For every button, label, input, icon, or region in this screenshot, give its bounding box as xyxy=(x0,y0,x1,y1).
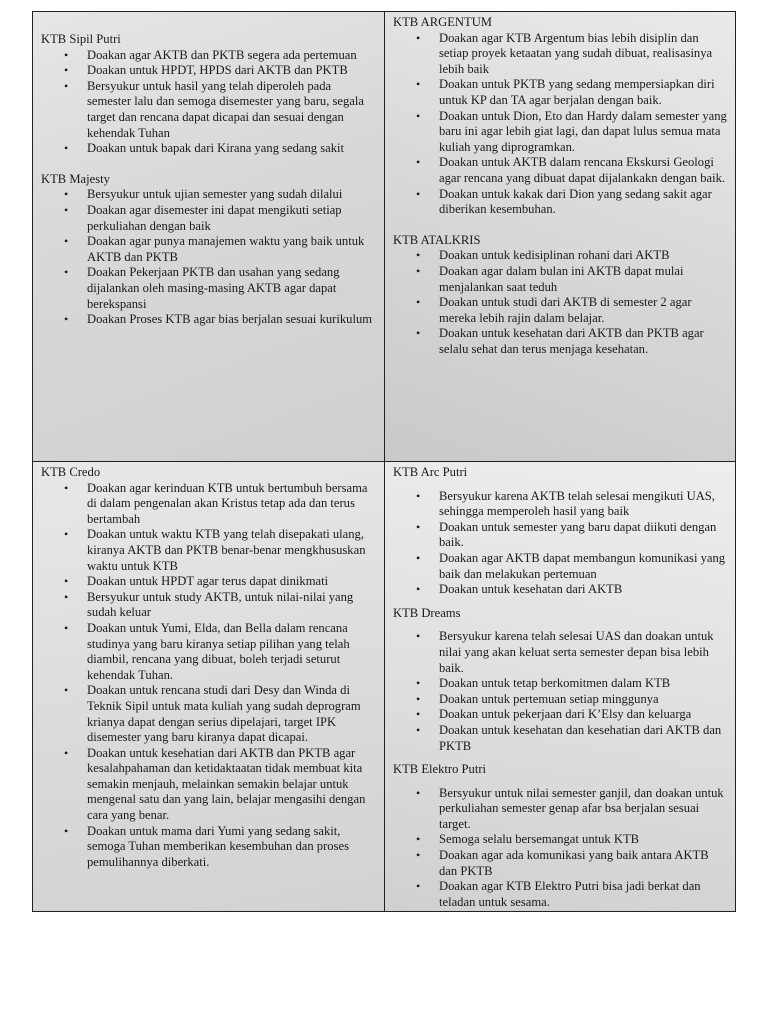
list-item: • Doakan untuk Yumi, Elda, dan Bella dalam rencana studinya yang baru kiranya setiap pilihan yang telah diambil, rencana yang dibuat, boleh terjadi seturut kehendak Tuhan. xyxy=(87,621,378,683)
cell-argentum-atalkris xyxy=(385,12,735,462)
prayer-list xyxy=(393,31,729,218)
list-item: • Doakan untuk bapak dari Kirana yang sedang sakit xyxy=(87,141,378,157)
list-item: • Doakan untuk tetap berkomitmen dalam KTB xyxy=(439,676,729,692)
section-title: KTB Credo xyxy=(41,465,101,479)
section-majesty xyxy=(41,172,378,328)
list-item: • Doakan agar dalam bulan ini AKTB dapat mulai menjalankan saat teduh xyxy=(439,264,729,295)
list-item: • Doakan agar kerinduan KTB untuk bertumbuh bersama di dalam pengenalan akan Kristus tetap ada dan terus bertambah xyxy=(87,481,378,528)
list-item: • Doakan untuk HPDT, HPDS dari AKTB dan PKTB xyxy=(87,63,378,79)
cell-arc-dreams-elektro xyxy=(385,462,735,911)
list-item: • Bersyukur untuk hasil yang telah diperoleh pada semester lalu dan semoga disemester yang baru, segala target dan rencana dapat dicapai dan sesuai dengan kehendak Tuhan xyxy=(87,79,378,141)
list-item: • Doakan untuk kakak dari Dion yang sedang sakit agar diberikan kesembuhan. xyxy=(439,187,729,218)
list-item: • Doakan untuk AKTB dalam rencana Ekskursi Geologi agar rencana yang dibuat dapat dijalankakn dengan baik. xyxy=(439,155,729,186)
prayer-list xyxy=(393,786,729,911)
section-elektro-putri xyxy=(393,762,729,910)
section-title: KTB ARGENTUM xyxy=(393,15,493,29)
list-item: • Doakan agar punya manajemen waktu yang baik untuk AKTB dan PKTB xyxy=(87,234,378,265)
list-item: • Doakan agar AKTB dan PKTB segera ada pertemuan xyxy=(87,48,378,64)
prayer-list xyxy=(393,248,729,357)
prayer-list xyxy=(41,48,378,157)
list-item: • Doakan untuk PKTB yang sedang mempersiapkan diri untuk KP dan TA agar berjalan dengan baik. xyxy=(439,77,729,108)
section-dreams xyxy=(393,606,729,754)
section-title: KTB Dreams xyxy=(393,605,461,620)
list-item: • Doakan agar KTB Elektro Putri bisa jadi berkat dan teladan untuk sesama. xyxy=(439,879,729,910)
list-item: • Doakan untuk kedisiplinan rohani dari AKTB xyxy=(439,248,729,264)
list-item: • Bersyukur untuk ujian semester yang sudah dilalui xyxy=(87,187,378,203)
list-item: • Doakan untuk kesehatan dari AKTB dan PKTB agar selalu sehat dan terus menjaga kesehatan. xyxy=(439,326,729,357)
section-arc-putri xyxy=(393,465,729,598)
prayer-list xyxy=(41,187,378,327)
list-item: • Doakan untuk kesehatan dan kesehatian dari AKTB dan PKTB xyxy=(439,723,729,754)
section-sipil-putri xyxy=(41,32,378,157)
list-item: • Doakan untuk mama dari Yumi yang sedang sakit, semoga Tuhan memberikan kesembuhan dan proses pemulihannya diberkati. xyxy=(87,824,378,871)
list-item: • Doakan untuk pertemuan setiap minggunya xyxy=(439,692,729,708)
prayer-grid xyxy=(32,11,736,912)
list-item: • Bersyukur untuk nilai semester ganjil, dan doakan untuk perkuliahan semester genap afar bsa berjalan sesuai target. xyxy=(439,786,729,833)
list-item: • Semoga selalu bersemangat untuk KTB xyxy=(439,832,729,848)
list-item: • Doakan agar ada komunikasi yang baik antara AKTB dan PKTB xyxy=(439,848,729,879)
list-item: • Doakan untuk pekerjaan dari K’Elsy dan keluarga xyxy=(439,707,729,723)
cell-sipil-majesty xyxy=(33,12,385,462)
section-title: KTB ATALKRIS xyxy=(393,232,481,247)
section-title: KTB Sipil Putri xyxy=(41,32,121,46)
list-item: • Doakan untuk rencana studi dari Desy dan Winda di Teknik Sipil untuk mata kuliah yang sudah deprogram krianya dapat dengan serius dipelajari, target IPK disemester yang baru kiranya dapat dicapai. xyxy=(87,683,378,745)
list-item: • Doakan agar AKTB dapat membangun komunikasi yang baik dan melakukan pertemuan xyxy=(439,551,729,582)
section-title: KTB Majesty xyxy=(41,171,110,186)
list-item: • Bersyukur karena telah selesai UAS dan doakan untuk nilai yang akan keluat serta semester depan bisa lebih baik. xyxy=(439,629,729,676)
list-item: • Doakan Proses KTB agar bias berjalan sesuai kurikulum xyxy=(87,312,378,328)
section-argentum xyxy=(393,15,729,218)
list-item: • Doakan agar disemester ini dapat mengikuti setiap perkuliahan dengan baik xyxy=(87,203,378,234)
section-title: KTB Elektro Putri xyxy=(393,762,487,777)
list-item: • Doakan untuk studi dari AKTB di semester 2 agar mereka lebih rajin dalam belajar. xyxy=(439,295,729,326)
cell-credo xyxy=(33,462,385,911)
list-item: • Doakan Pekerjaan PKTB dan usahan yang sedang dijalankan oleh masing-masing AKTB agar dapat berekspansi xyxy=(87,265,378,312)
list-item: • Doakan agar KTB Argentum bias lebih disiplin dan setiap proyek ketaatan yang sudah dibuat, realisasinya lebih baik xyxy=(439,31,729,78)
section-title: KTB Arc Putri xyxy=(393,465,468,479)
list-item: • Doakan untuk waktu KTB yang telah disepakati ulang, kiranya AKTB dan PKTB benar-benar mengkhususkan waktu untuk KTB xyxy=(87,527,378,574)
prayer-list xyxy=(393,629,729,754)
section-atalkris xyxy=(393,233,729,358)
prayer-list xyxy=(393,489,729,598)
list-item: • Bersyukur karena AKTB telah selesai mengikuti UAS, sehingga memperoleh hasil yang baik xyxy=(439,489,729,520)
prayer-list xyxy=(41,481,378,871)
list-item: • Doakan untuk kesehatan dari AKTB xyxy=(439,582,729,598)
list-item: • Doakan untuk Dion, Eto dan Hardy dalam semester yang baru ini agar lebih giat lagi, dan dapat lulus semua mata kuliah yang diprogramkan. xyxy=(439,109,729,156)
list-item: • Doakan untuk semester yang baru dapat diikuti dengan baik. xyxy=(439,520,729,551)
list-item: • Doakan untuk HPDT agar terus dapat dinikmati xyxy=(87,574,378,590)
list-item: • Bersyukur untuk study AKTB, untuk nilai-nilai yang sudah keluar xyxy=(87,590,378,621)
list-item: • Doakan untuk kesehatian dari AKTB dan PKTB agar kesalahpahaman dan ketidaktaatan tidak membuat kita semakin menjauh, melainkan semakin belajar untuk mengenal satu dan yang lain, belajar mengasihi dengan cara yang benar. xyxy=(87,746,378,824)
section-credo xyxy=(41,465,378,870)
